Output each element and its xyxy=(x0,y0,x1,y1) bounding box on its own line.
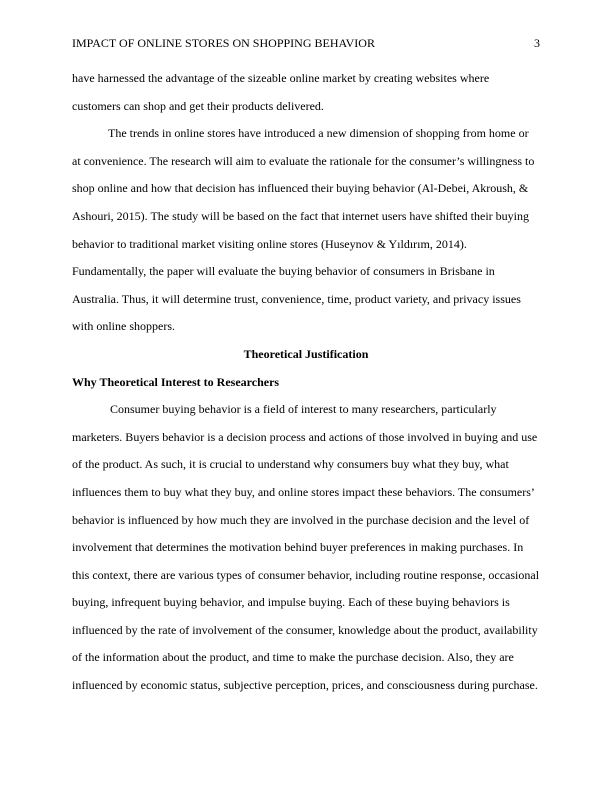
text-line: of the product. As such, it is crucial to understand why consumers buy what they buy, what xyxy=(72,457,509,472)
text-line: Consumer buying behavior is a field of interest to many researchers, particularly xyxy=(110,402,497,417)
text-line: shop online and how that decision has influenced their buying behavior (Al-Debei, Akroush, & xyxy=(72,181,529,196)
text-line: involvement that determines the motivation behind buyer preferences in making purchases. In xyxy=(72,540,524,555)
running-head xyxy=(72,34,540,52)
text-line: behavior to traditional market visiting online stores (Huseynov & Yıldırım, 2014). xyxy=(72,236,467,251)
text-line: with online shoppers. xyxy=(72,319,175,334)
text-line: customers can shop and get their products delivered. xyxy=(72,98,324,113)
section-heading: Theoretical Justification xyxy=(243,346,369,361)
running-head-title: IMPACT OF ONLINE STORES ON SHOPPING BEHAVIOR xyxy=(72,36,375,50)
page-number: 3 xyxy=(534,36,540,50)
paragraph-1 xyxy=(72,65,540,120)
subsection-heading: Why Theoretical Interest to Researchers xyxy=(72,374,280,389)
text-line: The trends in online stores have introduced a new dimension of shopping from home or xyxy=(108,126,529,141)
text-line: Ashouri, 2015). The study will be based on the fact that internet users have shifted their buying xyxy=(72,208,530,223)
text-line: Australia. Thus, it will determine trust, convenience, time, product variety, and privacy issues xyxy=(72,291,521,306)
text-line: at convenience. The research will aim to evaluate the rationale for the consumer’s willingness to xyxy=(72,153,535,168)
text-line: marketers. Buyers behavior is a decision process and actions of those involved in buying and use xyxy=(72,429,538,444)
document-body xyxy=(72,65,540,700)
text-line: influenced by the rate of involvement of the consumer, knowledge about the product, availability xyxy=(72,622,538,637)
text-line: of the information about the product, and time to make the purchase decision. Also, they are xyxy=(72,650,514,665)
text-line: influenced by economic status, subjective perception, prices, and consciousness during purchase. xyxy=(72,678,538,693)
paragraph-2 xyxy=(72,120,540,341)
text-line: influences them to buy what they buy, and online stores impact these behaviors. The consumers’ xyxy=(72,484,535,499)
text-line: behavior is influenced by how much they are involved in the purchase decision and the level of xyxy=(72,512,530,527)
paragraph-3 xyxy=(72,396,540,700)
text-line: this context, there are various types of consumer behavior, including routine response, occasional xyxy=(72,567,540,582)
text-line: Fundamentally, the paper will evaluate the buying behavior of consumers in Brisbane in xyxy=(72,264,495,279)
text-line: buying, infrequent buying behavior, and impulse buying. Each of these buying behaviors is xyxy=(72,595,510,610)
text-line: have harnessed the advantage of the sizeable online market by creating websites where xyxy=(72,71,490,85)
